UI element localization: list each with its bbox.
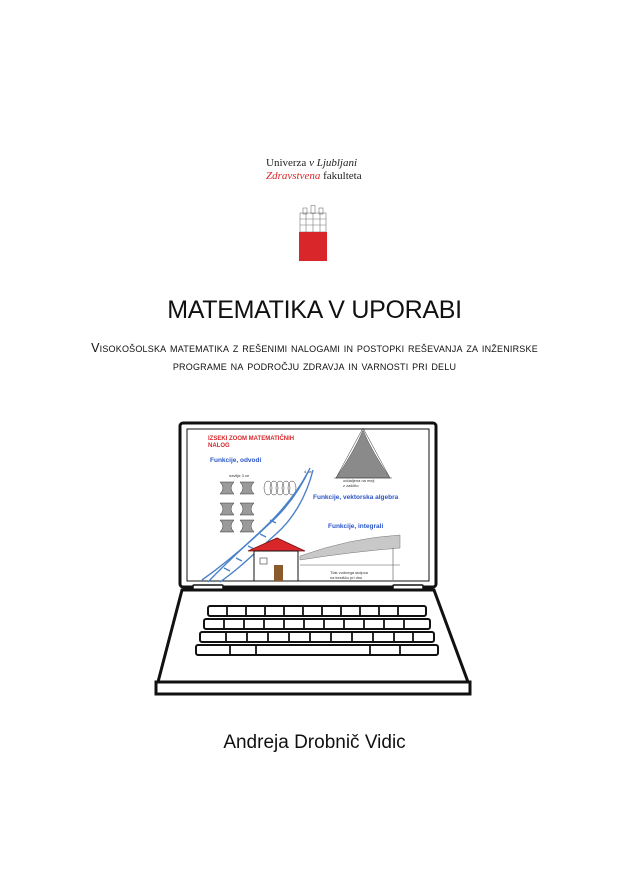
institution-header [266,157,406,183]
screen-label-integrals: Funkcije, integrali [328,523,384,530]
screen-heading-1: IZSEKI ZOOM MATEMATIČNIH [208,436,295,442]
faculty-logo [298,205,328,261]
screen-note-6: na kesišču pri dnu [330,575,363,580]
screen-note-4: z zaščito [343,483,359,488]
screen-note-3: oddaljena na meji [343,478,375,483]
author-name: Andreja Drobnič Vidic [223,732,406,753]
institution-line2-suffix: fakulteta [320,170,362,182]
screen-note-5: Tlak vodnega stolpca [330,570,368,575]
laptop-illustration [150,420,475,700]
book-subtitle: Visokošolska matematika z rešenimi nalogami in postopki reševanja za inženirske programe na področju zdravja in varnosti pri delu [91,341,538,373]
institution-line1-text: Univerza [266,157,310,169]
screen-label-vector: Funkcije, vektorska algebra [313,494,399,501]
institution-line2-faculty: Zdravstvena [266,170,321,182]
screen-note-2: 4 ce [304,469,312,474]
screen-note-1: navitje 3 ce [229,473,250,478]
screen-label-derivatives: Funkcije, odvodi [210,457,262,464]
screen-heading-2: NALOG [208,443,230,449]
institution-line1-city: v Ljubljani [309,157,358,169]
book-title: MATEMATIKA V UPORABI [167,296,462,324]
